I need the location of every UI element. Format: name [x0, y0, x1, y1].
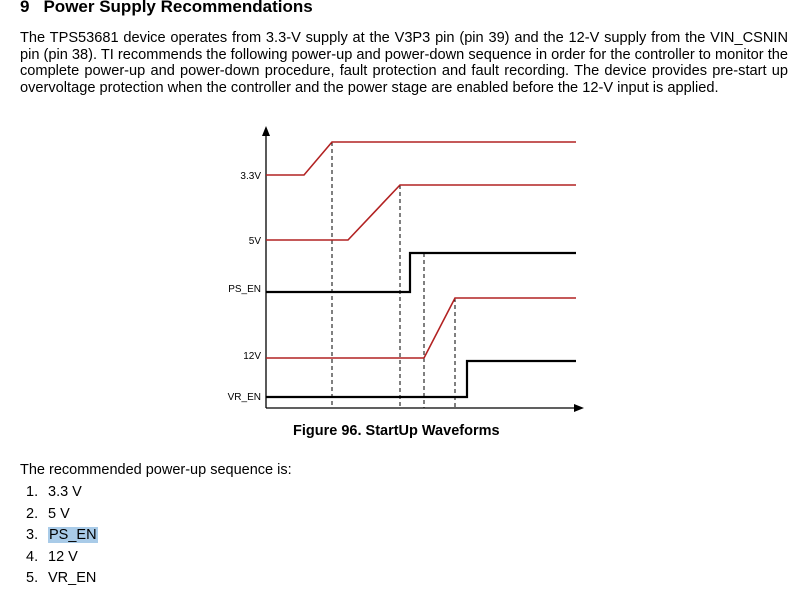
waveform-3v3: [266, 142, 576, 175]
label-12v: 12V: [243, 351, 261, 362]
signal-labels: [228, 171, 262, 403]
figure-caption: Figure 96. StartUp Waveforms: [293, 423, 500, 439]
waveform-ps-en: [266, 253, 576, 292]
list-item: [26, 484, 98, 506]
item-text-highlighted: PS_EN: [49, 527, 97, 543]
y-axis-arrow: [262, 126, 270, 136]
list-item: [26, 570, 98, 592]
waveform-vr-en: [266, 361, 576, 397]
item-number: 3.: [26, 527, 39, 543]
label-vr-en: VR_EN: [227, 392, 261, 403]
list-item: [26, 506, 98, 528]
label-3v3: 3.3V: [240, 171, 261, 182]
waveform-12v: [266, 298, 576, 358]
list-intro: The recommended power-up sequence is:: [20, 462, 292, 478]
item-number: 5.: [26, 570, 39, 586]
item-number: 4.: [26, 548, 39, 565]
label-5v: 5V: [248, 236, 261, 247]
timing-markers: [332, 142, 455, 408]
item-text: VR_EN: [48, 570, 97, 586]
body-paragraph: The TPS53681 device operates from 3.3-V supply at the V3P3 pin (pin 39) and the 12-V supply from the VIN_CSNIN pin (pin 38). TI recommends the following power-up and power-down sequence in order for the controller to monitor the complete power-up and power-down procedure, fault protection and fault recording. The device provides pre-start up overvoltage protection when the controller and the power stage are enabled before the 12-V input is applied.: [20, 30, 788, 96]
item-text: 12 V: [48, 548, 78, 565]
section-title: Power Supply Recommendations: [43, 0, 313, 16]
list-item: [26, 549, 98, 571]
x-axis-arrow: [574, 404, 584, 412]
waveform-5v: [266, 185, 576, 240]
item-text: 5 V: [48, 505, 70, 522]
item-text: 3.3 V: [48, 484, 82, 500]
axes: [262, 126, 584, 412]
section-number: 9: [20, 0, 30, 16]
item-number: 2.: [26, 505, 39, 522]
label-ps-en: PS_EN: [228, 284, 261, 295]
power-up-sequence-list: [26, 484, 98, 592]
item-number: 1.: [26, 484, 39, 500]
list-item: [26, 527, 98, 549]
